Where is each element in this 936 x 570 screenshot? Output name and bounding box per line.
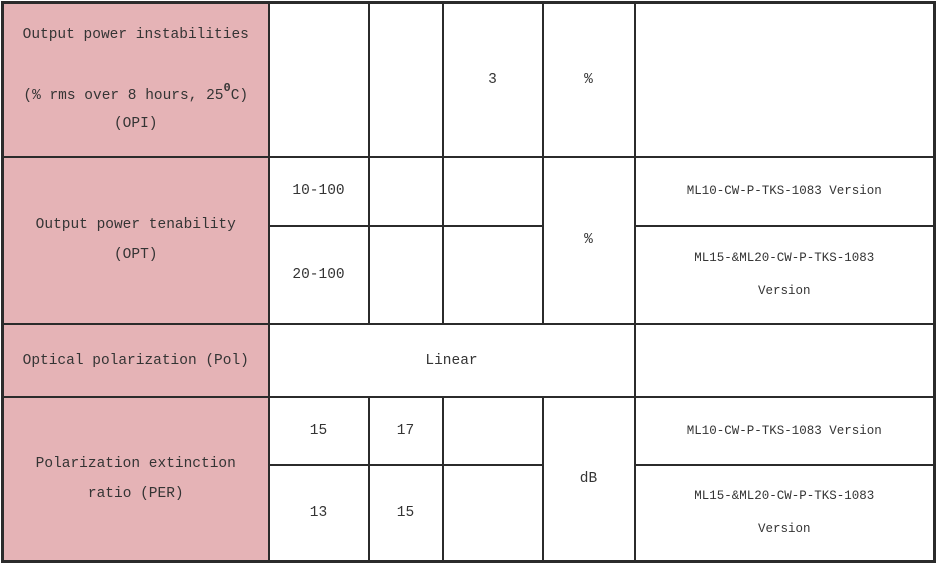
opt-sub1-note: ML10-CW-P-TKS-1083 Version [686, 183, 882, 198]
per-unit-cell: dB [543, 397, 635, 561]
pol-note-cell [635, 324, 935, 398]
opi-param-line2-pre: (% rms over 8 hours, 25 [23, 88, 224, 105]
per-sub2-note-cell [635, 465, 935, 562]
opt-sub1-min-cell: 10-100 [269, 157, 369, 226]
per-sub1-min-cell: 15 [269, 397, 369, 464]
per-sub1-typ-cell: 17 [369, 397, 443, 464]
per-sub1-note-cell [635, 397, 935, 464]
per-param-cell [3, 397, 269, 561]
per-sub2-min-cell: 13 [269, 465, 369, 562]
per-sub1-max-cell [443, 397, 543, 464]
row-opt-1 [3, 157, 935, 226]
row-per-1 [3, 397, 935, 464]
opt-sub2-note: ML15-&ML20-CW-P-TKS-1083 Version [694, 250, 875, 298]
spec-table [1, 1, 936, 563]
opi-min-cell [269, 3, 369, 157]
opt-sub2-typ-cell [369, 226, 443, 324]
opi-note-cell [635, 3, 935, 157]
opt-sub2-min-cell: 20-100 [269, 226, 369, 324]
opt-param-cell [3, 157, 269, 324]
opi-param-line1: Output power instabilities [22, 27, 249, 44]
opt-unit-cell: % [543, 157, 635, 324]
pol-param-cell: Optical polarization (Pol) [3, 324, 269, 398]
per-sub2-typ-cell: 15 [369, 465, 443, 562]
degree-superscript: 0 [223, 81, 231, 96]
pol-value-cell: Linear [269, 324, 635, 398]
row-opi [3, 3, 935, 157]
opi-param-cell [3, 3, 269, 157]
opt-param-line2: (OPT) [113, 247, 158, 264]
opt-param-line1: Output power tenability [35, 217, 236, 234]
opi-max-cell: 3 [443, 3, 543, 157]
per-param-line2: ratio (PER) [87, 486, 184, 503]
opi-param-line3: (OPI) [113, 116, 158, 133]
opi-typ-cell [369, 3, 443, 157]
opi-param-line2-post: C) [230, 88, 249, 105]
row-pol [3, 324, 935, 398]
per-sub1-note: ML10-CW-P-TKS-1083 Version [686, 423, 882, 438]
opt-sub1-note-cell [635, 157, 935, 226]
opt-sub1-typ-cell [369, 157, 443, 226]
opt-sub2-max-cell [443, 226, 543, 324]
opi-param-line2 [4, 76, 268, 110]
opi-unit-cell: % [543, 3, 635, 157]
opt-sub1-max-cell [443, 157, 543, 226]
per-param-line1: Polarization extinction [35, 456, 236, 473]
per-sub2-note: ML15-&ML20-CW-P-TKS-1083 Version [694, 488, 875, 536]
opt-sub2-note-cell [635, 226, 935, 324]
per-sub2-max-cell [443, 465, 543, 562]
